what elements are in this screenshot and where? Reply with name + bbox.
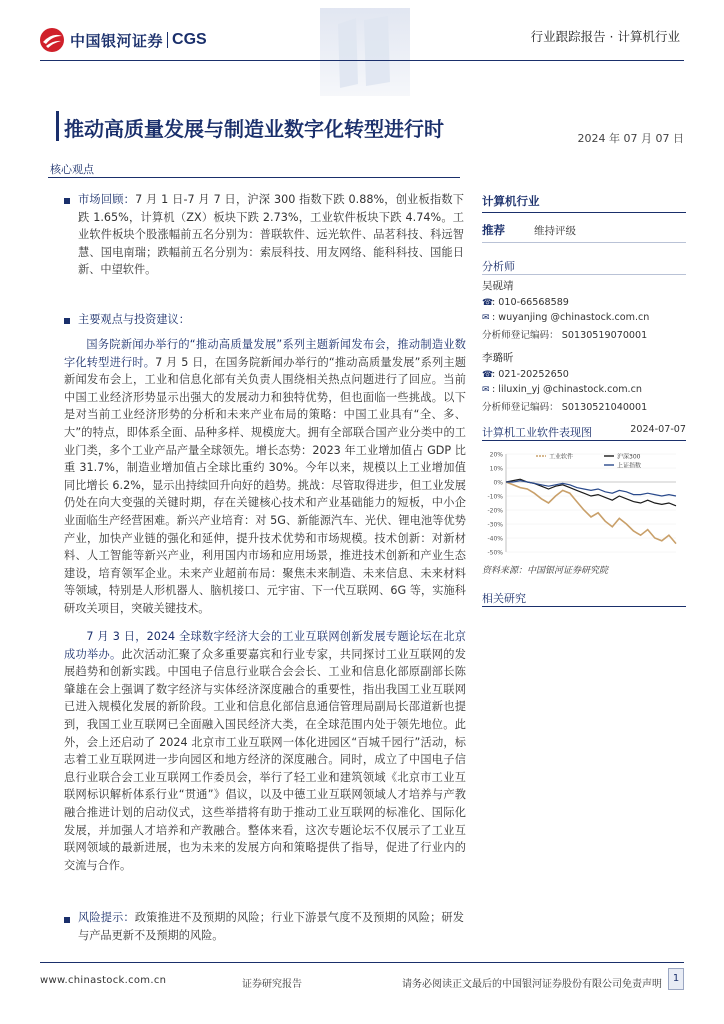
logo-cn-text: 中国银河证券 [70, 31, 164, 50]
analyst-name: 吴砚靖 [482, 280, 514, 292]
core-points-label: 核心观点 [50, 163, 94, 176]
views-heading [78, 311, 482, 329]
market-lead: 市场回顾： [78, 193, 136, 206]
galaxy-logo-icon [38, 26, 66, 54]
footer-disclaimer: 请务必阅读正文最后的中国银河证券股份有限公司免责声明 [402, 979, 662, 990]
y-tick-label: 20% [489, 451, 503, 459]
performance-chart [482, 446, 686, 562]
bullet-risk-icon [64, 917, 70, 923]
report-date: 2024 年 07 月 07 日 [577, 132, 684, 145]
y-tick-label: -50% [487, 549, 503, 557]
brand-logo [38, 26, 207, 54]
risk-note [78, 909, 464, 944]
series-line [506, 482, 676, 544]
views-p1-text: 7 月 5 日，在国务院新闻办举行的“推动高质量发展”系列主题新闻发布会上，工业和信息化部有关负责人围绕相关热点问题进行了回应。当前中国工业经济形势显示出强大的发展动力和独特优势，但也面临一些挑战。以下是对当前工业经济形势的分析和未来产业布局的策略：中国工业具有“全、多、大”的特点，即体系全面、品种多样、规模庞大。拥有全部联合国产业分类中的工业门类，多个工业产品产量全球领先。增长态势：2023 年工业增加值占 GDP 比重 31.7%，制造业增加值占全球比重约 30%。今年以来，规模以上工业增加值同比增长 6.2%，显示出持续回升向好的趋势。挑战：尽管取得进步，但工业发展仍处在向大变强的关键时期，存在关键核心技术和产业基础能力的短板，中小企业面临生产经营困难。新兴产业培育：对 5G、新能源汽车、光伏、锂电池等优势产业，加快产业链的强化和延伸，提升技术优势和市场规模。技术创新：对新材料、人工智能等新兴产业，利用国内市场和应用场景，推进技术创新和产业生态建设，培育领军企业。未来产业超前布局：聚焦未来制造、未来信息、未来材料等领域，特别是人形机器人、脑机接口、元宇宙、下一代互联网、6G 等，实施科研攻关项目，突破关键技术。 [64, 355, 466, 615]
risk-lead: 风险提示： [78, 911, 135, 924]
chart-header [482, 424, 686, 440]
analyst-email[interactable]: wuyanjing @chinastock.com.cn [498, 312, 650, 323]
analyst-card-2: 李璐昕 ☎: 021-20252650 ✉ : liluxin_yj @chinastock.com.cn 分析师登记编码： S0130521040001 [482, 350, 686, 413]
legend-label: 工业软件 [549, 453, 574, 461]
views-p2-lead: 7 月 3 日，2024 全球数字经济大会的工业互联网创新发展专题论坛在北京成功举办。 [64, 630, 466, 661]
analyst-phone: 021-20252650 [498, 369, 569, 380]
analyst-cert: 分析师登记编码： S0130519070001 [482, 330, 648, 341]
analyst-cert: 分析师登记编码： S0130521040001 [482, 402, 648, 413]
email-icon: ✉ [482, 313, 490, 323]
chart-date: 2024-07-07 [630, 424, 686, 435]
bullet-market-icon [64, 198, 70, 204]
page-title: 推动高质量发展与制造业数字化转型进行时 [64, 117, 444, 141]
page-number: 1 [668, 968, 684, 990]
market-text: 7 月 1 日-7 月 7 日，沪深 300 指数下跌 0.88%，创业板指数下跌 1.65%，计算机（ZX）板块下跌 2.73%，工业软件板块下跌 4.74%。工业软件板块个股涨幅前五名分别为：普联软件、远光软件、品茗科技、科远智慧、国电南瑞；跌幅前五名分别为：索辰科技、用友网络、能科科技、国能日新、中望软件。 [78, 193, 464, 277]
core-divider [48, 177, 460, 178]
rating-value: 维持评级 [534, 225, 576, 237]
series-line [506, 481, 676, 496]
analyst-card-1: 吴砚靖 ☎: 010-66568589 ✉ : wuyanjing @chinastock.com.cn 分析师登记编码： S0130519070001 [482, 278, 686, 341]
email-icon: ✉ [482, 385, 490, 395]
chart-source [482, 563, 686, 576]
views-lead: 主要观点与投资建议： [78, 313, 190, 326]
logo-separator [167, 32, 168, 48]
sidebar-divider-3 [482, 274, 686, 275]
related-divider [482, 606, 686, 607]
y-tick-label: 0% [493, 479, 503, 487]
y-tick-label: -10% [487, 493, 503, 501]
y-tick-label: -30% [487, 521, 503, 529]
phone-icon: ☎ [482, 298, 494, 308]
analyst-header-text: 分析师 [482, 260, 515, 273]
logo-en-text: CGS [172, 31, 207, 48]
bullet-views-icon [64, 318, 70, 324]
market-review [78, 191, 464, 279]
y-tick-label: 10% [489, 465, 503, 473]
report-type: 行业跟踪报告 · 计算机行业 [530, 29, 680, 44]
rating-row [482, 222, 686, 238]
risk-text: 政策推进不及预期的风险；行业下游景气度不及预期的风险；研发与产品更新不及预期的风险。 [78, 911, 464, 942]
chart-source-text: 资料来源：中国银河证券研究院 [482, 566, 609, 576]
related-research-text: 相关研究 [482, 592, 526, 605]
views-p2-text: 此次活动汇聚了众多重要嘉宾和行业专家，共同探讨工业互联网的发展趋势和创新实践。中国电子信息行业联合会会长、工业和信息化部原副部长陈肇雄在会上强调了数字经济与实体经济深度融合的重要性，指出我国工业互联网已进入规模化发展的新阶段。工业和信息化部信息通信管理局副局长邵道新也提到，我国工业互联网已全面融入国民经济大类，在全球范围内处于领先地位。此外，会上还启动了 2024 北京市工业互联网一体化进园区“百城千园行”活动，标志着工业互联网进一步向园区和地方经济的深度融合。同时，成立了中国电子信息行业联合会工业互联网工作委员会，举行了轻工业和建筑领域《北京市工业互联网标识解析体系行业“贯通”》倡议，以及中德工业互联网领域人才培养与产教融合推进计划的启动仪式，这些举措将有助于推动工业互联网的标准化、国际化发展，并加强人才培养和产教融合。整体来看，这次专题论坛不仅展示了工业互联网领域的最新进展，也为未来的发展方向和策略提供了指导，促进了行业内的交流与合作。 [64, 647, 466, 872]
views-p1-lead: 国务院新闻办举行的“推动高质量发展”系列主题新闻发布会，推动制造业数字化转型进行时。 [64, 338, 466, 369]
footer-website[interactable]: www.chinastock.com.cn [40, 975, 167, 986]
sidebar-divider-1 [482, 212, 686, 213]
analyst-header [482, 258, 686, 274]
y-tick-label: -40% [487, 535, 503, 543]
views-paragraph-1 [64, 336, 466, 618]
analyst-name: 李璐昕 [482, 352, 514, 364]
sidebar-divider-2 [482, 242, 686, 243]
analyst-email[interactable]: liluxin_yj @chinastock.com.cn [498, 384, 642, 395]
phone-icon: ☎ [482, 370, 494, 380]
related-research-header [482, 590, 686, 606]
industry-name: 计算机行业 [482, 194, 540, 208]
chart-divider [482, 440, 686, 441]
y-tick-label: -20% [487, 507, 503, 515]
views-paragraph-2 [64, 628, 466, 874]
title-accent-bar [56, 111, 59, 141]
chart-title: 计算机工业软件表现图 [482, 426, 592, 439]
footer-center: 证券研究报告 [242, 979, 302, 990]
header-divider [40, 60, 684, 61]
legend-label: 上证指数 [617, 462, 642, 470]
footer-divider [40, 962, 684, 963]
cgs-watermark-icon [318, 4, 412, 100]
sidebar-industry [482, 193, 686, 209]
legend-label: 沪深300 [617, 453, 641, 461]
analyst-phone: 010-66568589 [498, 297, 569, 308]
rating-label: 推荐 [482, 223, 505, 237]
